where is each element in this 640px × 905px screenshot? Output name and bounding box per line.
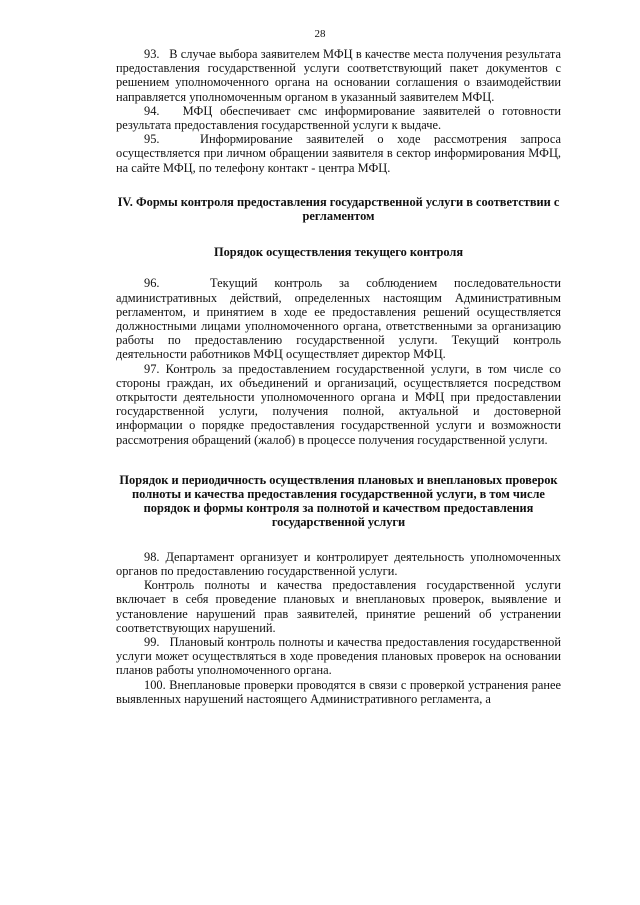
section-heading-iv: IV. Формы контроля предоставления государственной услуги в соответствии с регламентом [117,194,560,224]
paragraph-93: 93. В случае выбора заявителем МФЦ в качестве места получения результата предоставления государственной услуги соответствующий пакет документов с решением уполномоченного органа на основании соглашения о взаимодействии направляется уполномоченным органом в указанный заявителем МФЦ. [116,47,561,104]
page-number: 28 [314,28,326,40]
paragraph-99: 99. Плановый контроль полноты и качества предоставления государственной услуги может осуществляться в ходе проведения плановых проверок на основании планов работы уполномоченного органа. [116,634,561,678]
document-body [116,47,561,706]
paragraph-97: 97. Контроль за предоставлением государственной услуги, в том числе со стороны граждан, их объединений и организаций, осуществляется посредством открытости деятельности уполномоченного органа и МФЦ при предоставлении государственной услуги, получения полной, актуальной и достоверной информации о порядке предоставления государственной услуги и возможности рассмотрения обращений (жалоб) в процессе получения государственной услуги. [116,361,561,447]
paragraph-95: 95. Информирование заявителей о ходе рассмотрения запроса осуществляется при личном обращении заявителя в сектор информирования МФЦ, на сайте МФЦ, по телефону контакт - центра МФЦ. [116,132,561,175]
subheading-periodic-checks: Порядок и периодичность осуществления плановых и внеплановых проверок полноты и качества предоставления государственной услуги, в том числе порядок и формы контроля за полнотой и качеством предоставления государственной услуги [119,472,558,530]
paragraph-96: 96. Текущий контроль за соблюдением последовательности административных действий, определенных настоящим Административным регламентом, и принятием в ходе ее предоставления решений осуществляется должностными лицами уполномоченного органа, ответственными за организацию работы по предоставлению государственной услуги. Текущий контроль деятельности работников МФЦ осуществляет директор МФЦ. [116,276,561,362]
paragraph-100: 100. Внеплановые проверки проводятся в связи с проверкой устранения ранее выявленных нарушений настоящего Административного регламента, а [116,677,561,706]
subheading-current-control: Порядок осуществления текущего контроля [213,245,464,260]
paragraph-98: 98. Департамент организует и контролирует деятельность уполномоченных органов по предоставлению государственной услуги. [116,549,561,578]
paragraph-98-continued: Контроль полноты и качества предоставления государственной услуги включает в себя проведение плановых и внеплановых проверок, выявление и установление нарушений прав заявителей, принятие решений об устранении соответствующих нарушений. [116,578,561,635]
paragraph-94: 94. МФЦ обеспечивает смс информирование заявителей о готовности результата предоставления государственной услуги к выдаче. [116,103,561,133]
